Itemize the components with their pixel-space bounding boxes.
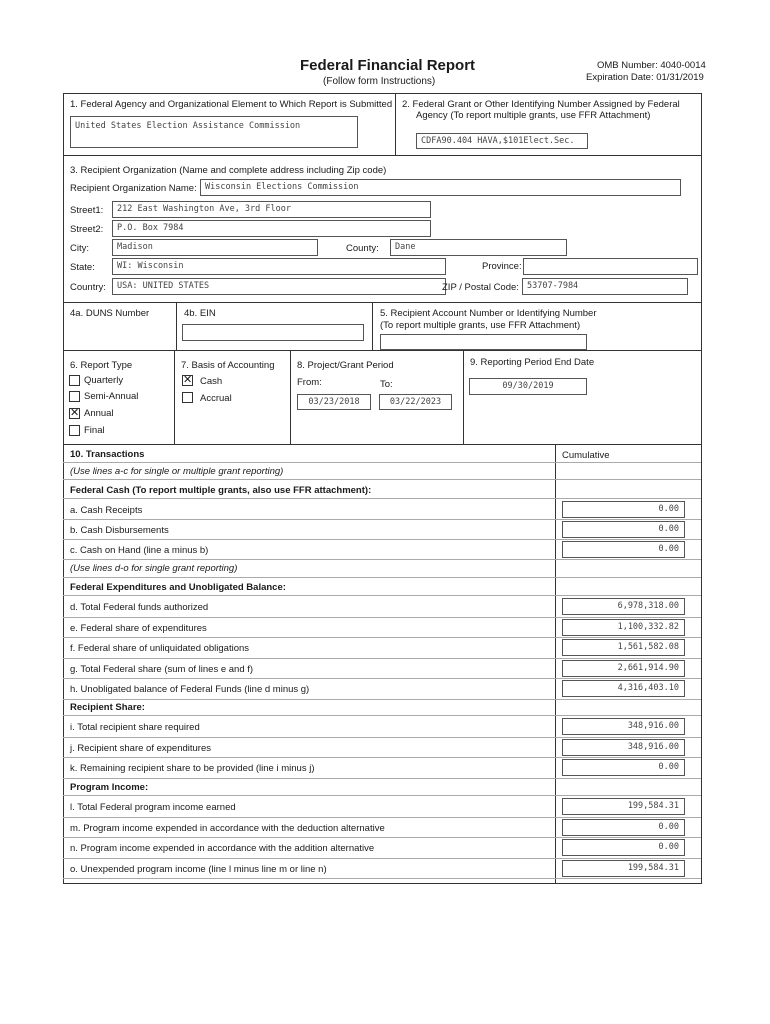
county-label: County: bbox=[346, 243, 379, 254]
account-label-1: 5. Recipient Account Number or Identifying Number bbox=[380, 308, 597, 319]
duns-label: 4a. DUNS Number bbox=[70, 308, 150, 319]
city-field[interactable]: Madison bbox=[112, 239, 318, 256]
cash-checkbox[interactable]: ✕ bbox=[183, 374, 193, 386]
province-field[interactable] bbox=[523, 258, 698, 275]
report-type-label: 6. Report Type bbox=[70, 360, 133, 371]
semi-annual-checkbox[interactable] bbox=[69, 391, 80, 402]
transaction-row-label: o. Unexpended program income (line l minus line m or line n) bbox=[70, 863, 327, 875]
street2-field[interactable]: P.O. Box 7984 bbox=[112, 220, 431, 237]
quarterly-checkbox[interactable] bbox=[69, 375, 80, 386]
org-name-label: Recipient Organization Name: bbox=[70, 183, 197, 194]
box2-label-1: 2. Federal Grant or Other Identifying Number Assigned by Federal bbox=[402, 99, 680, 110]
note-ac: (Use lines a-c for single or multiple grant reporting) bbox=[70, 466, 284, 477]
country-field[interactable]: USA: UNITED STATES bbox=[112, 278, 446, 295]
zip-label: ZIP / Postal Code: bbox=[442, 282, 519, 293]
transaction-row-value[interactable]: 0.00 bbox=[562, 759, 685, 776]
transaction-row-label: f. Federal share of unliquidated obligations bbox=[70, 643, 250, 654]
transaction-row-value[interactable]: 0.00 bbox=[562, 521, 685, 538]
transaction-row-label: l. Total Federal program income earned bbox=[70, 802, 236, 813]
transaction-row-label: e. Federal share of expenditures bbox=[70, 622, 207, 634]
transaction-row-value[interactable]: 0.00 bbox=[562, 819, 685, 836]
org-name-field[interactable]: Wisconsin Elections Commission bbox=[200, 179, 681, 196]
cash-label: Cash bbox=[200, 376, 223, 387]
state-label: State: bbox=[70, 262, 95, 273]
transaction-row-value[interactable]: 0.00 bbox=[562, 541, 685, 558]
street2-label: Street2: bbox=[70, 224, 104, 235]
page-subtitle: (Follow form Instructions) bbox=[323, 76, 436, 87]
transaction-row-label: i. Total recipient share required bbox=[70, 722, 200, 733]
transaction-row-label: m. Program income expended in accordance with the deduction alternative bbox=[70, 822, 385, 834]
note-do: (Use lines d-o for single grant reporting) bbox=[70, 563, 238, 574]
accrual-label: Accrual bbox=[200, 393, 232, 404]
accounting-label: 7. Basis of Accounting bbox=[181, 360, 275, 371]
transaction-row-value[interactable]: 0.00 bbox=[562, 839, 685, 856]
county-field[interactable]: Dane bbox=[390, 239, 567, 256]
quarterly-label: Quarterly bbox=[84, 375, 124, 386]
period-end-label: 9. Reporting Period End Date bbox=[470, 357, 595, 368]
transaction-row-label: a. Cash Receipts bbox=[70, 505, 143, 516]
zip-field[interactable]: 53707-7984 bbox=[522, 278, 688, 295]
period-to-field[interactable]: 03/22/2023 bbox=[379, 394, 452, 410]
annual-label: Annual bbox=[84, 408, 114, 419]
street1-label: Street1: bbox=[70, 205, 104, 216]
transaction-row-value[interactable]: 199,584.31 bbox=[562, 860, 685, 877]
transactions-heading: 10. Transactions bbox=[70, 449, 145, 460]
transaction-row-value[interactable]: 0.00 bbox=[562, 501, 685, 518]
state-field[interactable]: WI: Wisconsin bbox=[112, 258, 446, 275]
transaction-row-value[interactable]: 348,916.00 bbox=[562, 739, 685, 756]
transaction-row-label: h. Unobligated balance of Federal Funds (line d minus g) bbox=[70, 684, 310, 695]
omb-number: OMB Number: 4040-0014 bbox=[597, 60, 706, 71]
cumulative-label: Cumulative bbox=[562, 450, 610, 461]
transaction-row-label: g. Total Federal share (sum of lines e and f) bbox=[70, 663, 254, 675]
transaction-row-value[interactable]: 6,978,318.00 bbox=[562, 598, 685, 615]
transaction-row-value[interactable]: 348,916.00 bbox=[562, 718, 685, 735]
country-label: Country: bbox=[70, 282, 106, 293]
period-to-label: To: bbox=[380, 379, 393, 390]
street1-field[interactable]: 212 East Washington Ave, 3rd Floor bbox=[112, 201, 431, 218]
grant-number-field[interactable]: CDFA90.404 HAVA,$101Elect.Sec. bbox=[416, 133, 588, 149]
box1-label: 1. Federal Agency and Organizational Element to Which Report is Submitted bbox=[70, 99, 393, 110]
agency-field[interactable]: United States Election Assistance Commission bbox=[70, 116, 358, 148]
province-label: Province: bbox=[482, 261, 522, 272]
transaction-row-label: d. Total Federal funds authorized bbox=[70, 602, 209, 613]
expenditures-heading: Federal Expenditures and Unobligated Balance: bbox=[70, 582, 286, 593]
transaction-row-label: j. Recipient share of expenditures bbox=[70, 742, 211, 754]
period-from-label: From: bbox=[297, 377, 322, 388]
accrual-checkbox[interactable] bbox=[182, 392, 193, 403]
recipient-heading: 3. Recipient Organization (Name and complete address including Zip code) bbox=[70, 165, 387, 176]
recipient-share-heading: Recipient Share: bbox=[70, 702, 145, 713]
period-from-field[interactable]: 03/23/2018 bbox=[297, 394, 371, 410]
transaction-row-value[interactable]: 1,561,582.08 bbox=[562, 639, 685, 656]
expiration-date: Expiration Date: 01/31/2019 bbox=[586, 72, 704, 83]
ein-field[interactable] bbox=[182, 324, 364, 341]
account-label-2: (To report multiple grants, use FFR Attachment) bbox=[380, 320, 581, 331]
transaction-row-label: k. Remaining recipient share to be provided (line i minus j) bbox=[70, 763, 315, 774]
city-label: City: bbox=[70, 243, 89, 254]
transaction-row-value[interactable]: 4,316,403.10 bbox=[562, 680, 685, 697]
transaction-row-label: c. Cash on Hand (line a minus b) bbox=[70, 545, 209, 556]
transaction-row-label: b. Cash Disbursements bbox=[70, 525, 169, 536]
annual-checkbox[interactable]: ✕ bbox=[70, 407, 80, 419]
period-end-field[interactable]: 09/30/2019 bbox=[469, 378, 587, 395]
cash-heading: Federal Cash (To report multiple grants, also use FFR attachment): bbox=[70, 485, 372, 496]
ein-label: 4b. EIN bbox=[184, 308, 216, 319]
page-title: Federal Financial Report bbox=[300, 57, 476, 74]
transaction-row-label: n. Program income expended in accordance with the addition alternative bbox=[70, 843, 375, 854]
transaction-row-value[interactable]: 1,100,332.82 bbox=[562, 619, 685, 636]
final-checkbox[interactable] bbox=[69, 425, 80, 436]
final-label: Final bbox=[84, 425, 105, 436]
semi-annual-label: Semi-Annual bbox=[84, 391, 139, 402]
transaction-row-value[interactable]: 199,584.31 bbox=[562, 798, 685, 815]
account-field[interactable] bbox=[380, 334, 587, 350]
program-income-heading: Program Income: bbox=[70, 782, 149, 793]
transaction-row-value[interactable]: 2,661,914.90 bbox=[562, 660, 685, 677]
box2-label-2: Agency (To report multiple grants, use FFR Attachment) bbox=[416, 110, 651, 121]
period-label: 8. Project/Grant Period bbox=[297, 360, 394, 371]
